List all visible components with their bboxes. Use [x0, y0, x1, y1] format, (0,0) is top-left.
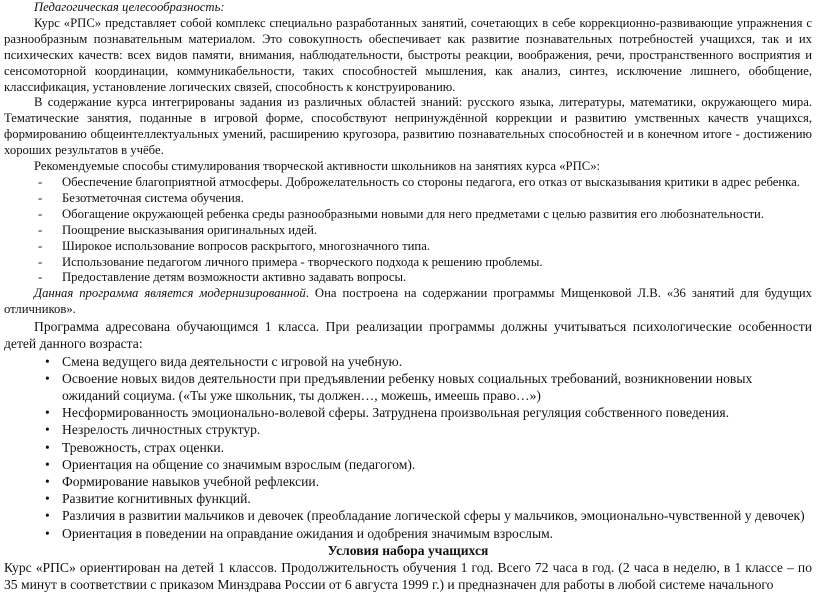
- list-item: • Ориентация в поведении на оправдание ожидания и одобрения значимым взрослым.: [4, 525, 812, 542]
- list-item: - Безотметочная система обучения.: [4, 191, 812, 207]
- conditions-heading: Условия набора учащихся: [327, 542, 489, 558]
- list-item: - Поощрение высказывания оригинальных идей.: [4, 223, 812, 239]
- list-item: - Предоставление детям возможности активно задавать вопросы.: [4, 270, 812, 286]
- goal-paragraph: Курс «РПС» представляет собой комплекс специально разработанных занятий, сочетающих в себе коррекционно-развивающие упражнения с разнообразным познавательным материалом. Это совокупность обеспечивает как развитие познавательных потребностей учащихся, так и их психических качеств: всех видов памяти, внимания, наблюдательности, быстроты реакции, воображения, речи, пространственного восприятия и сенсомоторной координации, коммуникабельности, таких способностей мышления, как анализ, синтез, исключение лишнего, обобщение, классификация, установление логических связей, способность к конструированию.: [4, 15, 812, 94]
- program-modern: [4, 286, 812, 318]
- list-item: • Несформированность эмоционально-волевой сферы. Затруднена произвольная регуляция собственного поведения.: [4, 404, 812, 421]
- list-item: - Использование педагогом личного примера - творческого подхода к решению проблемы.: [4, 255, 812, 271]
- list-item: • Развитие когнитивных функций.: [4, 490, 812, 507]
- content-paragraph: В содержание курса интегрированы задания из различных областей знаний: русского языка, литературы, математики, окружающего мира. Тематические занятия, поданные в игровой форме, способствуют непринуждённой коррекции и развитию умственных качеств учащихся, формированию общеинтеллектуальных умений, расширению кругозора, развитию познавательных способностей и в конечном итоге - достижению хороших результатов в учёбе.: [4, 95, 812, 158]
- list-item: - Обеспечение благоприятной атмосферы. Доброжелательность со стороны педагога, его отказ от высказывания критики в адрес ребенка.: [4, 175, 812, 191]
- program-modern-italic: Данная программа является модернизированной: [34, 286, 306, 301]
- list-item: • Освоение новых видов деятельности при предъявлении ребенку новых социальных требований, возникновении новых ожиданий социума. («Ты уже школьник, ты должен…, можешь, имеешь право…»): [4, 370, 812, 404]
- list-item: • Формирование навыков учебной рефлексии.: [4, 473, 812, 490]
- list-item: - Обогащение окружающей ребенка среды разнообразными новыми для него предметами с целью развития его любознательности.: [4, 207, 812, 223]
- list-item: • Смена ведущего вида деятельности с игровой на учебную.: [4, 353, 812, 370]
- methods-list: [4, 175, 812, 286]
- conditions-paragraph: Курс «РПС» ориентирован на детей 1 классов. Продолжительность обучения 1 год. Всего 72 часа в год. (2 часа в неделю, в 1 классе – по 35 минут в соответствии с приказом Минздрава России от 6 августа 1999 г.) и предназначен для работы в любой системе начального: [4, 559, 812, 593]
- list-item: • Тревожность, страх оценки.: [4, 439, 812, 456]
- list-item: • Ориентация на общение со значимым взрослым (педагогом).: [4, 456, 812, 473]
- list-item: • Различия в развитии мальчиков и девочек (преобладание логической сферы у мальчиков, эмоционально-чувственной у девочек): [4, 507, 812, 524]
- program-address: Программа адресована обучающимся 1 класса. При реализации программы должны учитываться психологические особенности детей данного возраста:: [4, 319, 812, 352]
- program-modern-rest: . Она построена на содержании программы Мищенковой Л.В. «36 занятий для будущих отличников».: [4, 286, 812, 317]
- list-item: • Незрелость личностных структур.: [4, 421, 812, 438]
- features-list: [4, 353, 812, 542]
- methods-intro: Рекомендуемые способы стимулирования творческой активности школьников на занятиях курса «РПС»:: [34, 159, 601, 174]
- list-item: - Широкое использование вопросов раскрытого, многозначного типа.: [4, 239, 812, 255]
- goal-title: Педагогическая целесообразность:: [34, 0, 225, 14]
